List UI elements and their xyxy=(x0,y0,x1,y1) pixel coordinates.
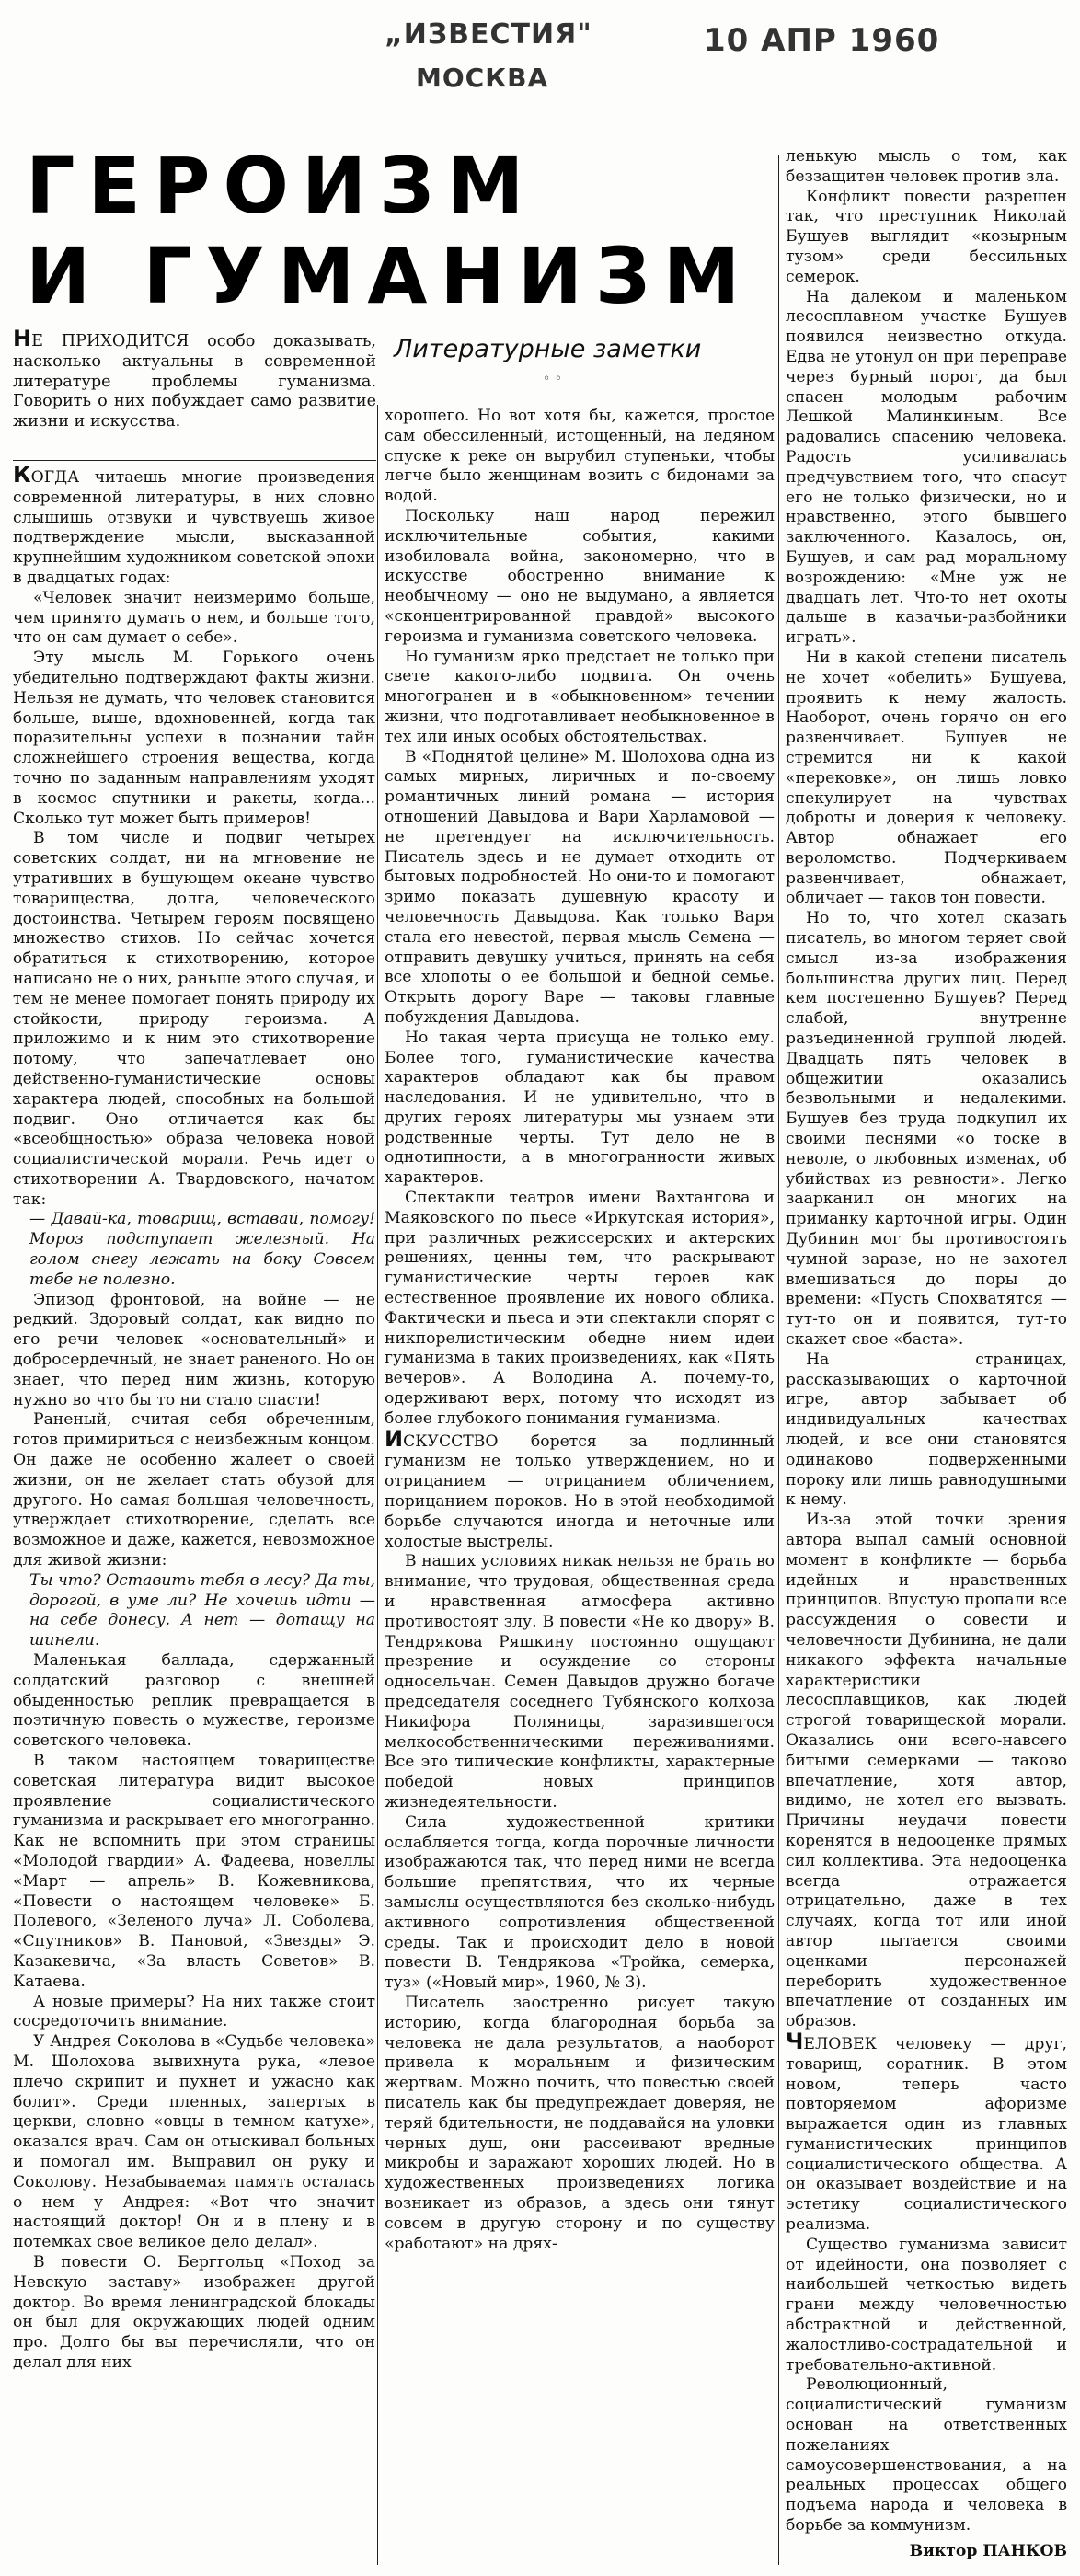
paragraph-text: А новые примеры? На них также стоит сосредоточить внимание. xyxy=(13,1992,375,2031)
lead-text: Е ПРИХОДИТСЯ особо доказывать, насколько актуальны в современной литературе проблемы гуманизма. Говорить о них побуждает само развитие жизни и искусства. xyxy=(13,332,376,431)
paragraph-text: Писатель заостренно рисует такую историю, когда благородная борьба за человека не дала результатов, а наоборот привела к моральным и физическим жертвам. Можно почить, что повестью своей писатель как бы предупреждает доверяя, не теряй бдительности, не поддавайся на уловки черных душ, они рассеивают вредные микробы и заражают хороших людей. Но в художественных произведениях логика возникает из образов, а здесь они тянут совсем в другую сторону и по существу «работают» на дрях- xyxy=(385,1993,775,2253)
paragraph-text: «Человек значит неизмеримо больше, чем принято думать о нем, и больше того, что он сам думает о себе». xyxy=(13,588,375,648)
paragraph xyxy=(13,1993,375,2033)
subtitle: Литературные заметки xyxy=(394,335,702,363)
paragraph xyxy=(13,1410,375,1570)
paragraph-text: Но гуманизм ярко предстает не только при свете какого-либо подвига. Он очень многогранен и в «обыкновенном» течении жизни, что подготавливает необыкновенное в тех или иных особых обстоятельствах. xyxy=(385,647,775,746)
lead-rule xyxy=(13,460,376,461)
column-rule-left xyxy=(377,405,378,2565)
column-2 xyxy=(385,407,775,2567)
paragraph xyxy=(13,1571,375,1651)
paragraph xyxy=(13,829,375,1210)
paragraph xyxy=(786,2375,1067,2536)
section-dropcap: К xyxy=(13,466,31,488)
paragraph-text: ЕЛОВЕК человеку — друг, товарищ, соратник. В этом новом, теперь часто повторяемом афоризме выражается один из главных гуманистических принципов социалистического общества. А он оказывает воздействие и на эстетику социалистического реализма. xyxy=(786,2034,1067,2235)
headline-line-1: ГЕРОИЗМ xyxy=(26,141,537,231)
paragraph xyxy=(13,1291,375,1411)
paragraph xyxy=(786,1351,1067,1511)
paragraph xyxy=(385,1425,775,1553)
paragraph xyxy=(385,1994,775,2254)
paragraph xyxy=(385,407,775,507)
paragraph xyxy=(385,1813,775,1994)
paragraph-text: — Давай-ка, товарищ, вставай, помогу! Мороз подступает железный. На голом снегу лежать на боку Совсем тебе не полезно. xyxy=(29,1210,375,1289)
paragraph xyxy=(786,649,1067,909)
city-stamp: МОСКВА xyxy=(416,63,549,93)
headline-line-2: И ГУМАНИЗМ xyxy=(26,231,753,321)
paragraph-text: В «Поднятой целине» М. Шолохова одна из самых мирных, лиричных и по-своему романтичных линий романа — история отношений Давыдова и Вари Харламовой — не претендует на исключительность. Писатель здесь и не думает отходить от бытовых подробностей. Но они-то и помогают зримо показать душевную красоту и человечность Давыдова. Как только Варя стала его невестой, первая мысль Семена — отправить девушку учиться, принять на себя все хлопоты о ее большой и бедной семье. Открыть дорогу Варе — таковы главные побуждения Давыдова. xyxy=(385,747,775,1027)
paragraph-text: На далеком и маленьком лесосплавном участке Бушуев появился неизвестно откуда. Едва не утонул он при переправе через бурный порог, да был спасен молодым рабочим Лешкой Малинкиным. Все радовались спасению человека. Радость усиливалась предчувствием того, что спасут его не только физически, но и нравственно, этого бывшего заключенного. Казалось, он, Бушуев, и сам рад моральному возрождению: «Мне уж не двадцать лет. Что-то нет охоты дальше в казачьи-разбойники играть». xyxy=(786,287,1067,648)
paragraph-text: Но то, что хотел сказать писатель, во многом теряет свой смысл из-за изображения большинства других лиц. Перед кем постепенно Бушуев? Перед слабой, внутренне разъединенной группой людей. Двадцать пять человек в общежитии оказались безвольными и недалекими. Бушуев без труда подкупил их своими песнями «о тоске в неволе, о любовных изменах, об убийствах из ревности». Легко заарканил он многих на приманку карточной игры. Один Дубинин мог бы противостоять чумной заразе, но не захотел вмешиваться до поры до времени: «Пусть Спохватятся — тут-то он и появится, тут-то скажет свое «баста». xyxy=(786,909,1067,1350)
paragraph xyxy=(13,466,375,589)
paragraph xyxy=(385,1552,775,1812)
paragraph-text: В повести О. Берггольц «Поход за Невскую заставу» изображен другой доктор. Во время ленинградской блокады он был для окружающих людей одним про. Долго бы вы перечисляли, что он делал для них xyxy=(13,2252,375,2372)
paragraph xyxy=(13,589,375,649)
paragraph-text: У Андрея Соколова в «Судьбе человека» М. Шолохова вывихнута рука, «левое плечо скрипит и пухнет и ужасно как болит». Среди пленных, запертых в церкви, словно «овцы в темном катухе», оказался врач. Сам он отыскивал больных и помогал им. Выправил он руку и Соколову. Незабываемая память осталась о нем у Андрея: «Вот что значит настоящий доктор! Он и в плену и в потемках свое великое дело делал». xyxy=(13,2032,375,2252)
paragraph xyxy=(13,1651,375,1752)
paragraph xyxy=(786,2236,1067,2376)
paragraph xyxy=(13,2032,375,2253)
lead-dropcap: Н xyxy=(13,329,32,351)
paragraph-text: ОГДА читаешь многие произведения современной литературы, в них словно слышишь отзвуки и чувствуешь живое подтверждение мысли, высказанной крупнейшим художником советской эпохи в двадцатых годах: xyxy=(13,468,375,587)
ornament: ◦ ◦ xyxy=(543,372,562,386)
column-3 xyxy=(786,147,1067,2567)
paragraph-text: Маленькая баллада, сдержанный солдатский разговор с внешней обыденностью реплик превращается в поэтичную повесть о мужестве, героизме советского человека. xyxy=(13,1651,375,1751)
paragraph-text: Ты что? Оставить тебя в лесу? Да ты, дорогой, в уме ли? Не хочешь идти — на себе донесу. А нет — дотащу на шинели. xyxy=(29,1570,375,1650)
paragraph-text: Ни в какой степени писатель не хочет «обелить» Бушуева, проявить к нему жалость. Наоборот, очень горячо он его развенчивает. Бушуев не стремится ни к какой «перековке», он лишь ловко спекулирует на чувствах доброты и доверия к человеку. Автор обнажает его вероломство. Подчеркиваем развенчивает, обнажает, обличает — таков тон повести. xyxy=(786,648,1067,908)
column-rule-right xyxy=(778,155,779,2565)
paragraph xyxy=(385,1189,775,1430)
paragraph-text: Конфликт повести разрешен так, что преступник Николай Бушуев выглядит «козырным тузом» среди бессильных семерок. xyxy=(786,187,1067,286)
paragraph-text: СКУССТВО борется за подлинный гуманизм не только утверждением, но и отрицанием — отрицанием обличением, порицанием пороков. Но в этой необходимой борьбе случаются иногда и неточные или холостые выстрелы. xyxy=(385,1432,775,1551)
section-dropcap: И xyxy=(385,1425,404,1452)
paragraph-text: Из-за этой точки зрения автора выпал самый основной момент в конфликте — борьба идейных и нравственных принципов. Впустую пропали все рассуждения о совести и человечности Дубинина, не дали никакого эффекта начальные характеристики лесосплавщиков, как людей строгой товарищеской морали. Оказались они всего-навсего битыми семерками — таково впечатление, хотя автор, видимо, не хотел его вызвать. Причины неудачи повести коренятся в недооценке прямых сил коллектива. Эта недооценка всегда отражается отрицательно, даже в тех случаях, когда тот или иной автор пытается своими оценками персонажей переборить художественное впечатление от созданных им образов. xyxy=(786,1511,1067,2031)
paragraph-text: ленькую мысль о том, как беззащитен человек против зла. xyxy=(786,147,1067,186)
paragraph-text: В таком настоящем товариществе советская литература видит высокое проявление социалистического гуманизма и раскрывает его многогранно. Как не вспомнить при этом страницы «Молодой гвардии» А. Фадеева, новеллы «Март — апрель» В. Кожевникова, «Повести о настоящем человеке» Б. Полевого, «Зеленого луча» Л. Соболева, «Спутников» В. Пановой, «Звезды» Э. Казакевича, «За власть Советов» В. Катаева. xyxy=(13,1752,375,1991)
paragraph-text: На страницах, рассказывающих о карточной игре, автор забывает об индивидуальных качествах людей, и все они становятся одинаково подверженными пороку или лишь равнодушными к нему. xyxy=(786,1350,1067,1510)
paragraph-text: Эпизод фронтовой, на войне — не редкий. Здоровый солдат, как видно по его речи человек «основательный» и добросердечный, не знает раненого. Но он знает, что перед ним жизнь, которую нужно во что бы то ни стало спасти! xyxy=(13,1290,375,1409)
paragraph xyxy=(385,748,775,1029)
paragraph-text: Существо гуманизма зависит от идейности, она позволяет с наибольшей четкостью видеть грани между человечностью абстрактной и действенной, жалостливо-сострадательной и требовательно-активной. xyxy=(786,2235,1067,2375)
paragraph xyxy=(13,1210,375,1290)
paragraph-text: В наших условиях никак нельзя не брать во внимание, что трудовая, общественная среда и нравственная атмосфера активно противостоят злу. В повести «Не ко двору» В. Тендрякова Ряшкину постоянно ощущают презрение и осуждение со стороны односельчан. Семен Давыдов дружно богаче председателя соседнего Тубянского колхоза Никифора Поляницы, заразившегося мелкособственническими переживаниями. Все это типические конфликты, характерные победой новых принципов жизнедеятельности. xyxy=(385,1552,775,1811)
paragraph xyxy=(786,2028,1067,2236)
paragraph-text: Эту мысль М. Горького очень убедительно подтверждают факты жизни. Нельзя не думать, что человек становится больше, выше, вдохновенней, когда так поразительны успехи в познании тайн сложнейшего строения вещества, когда точно по заданным направлениям уходят в космос спутники и ракеты, когда... Сколько тут может быть примеров! xyxy=(13,649,375,828)
paragraph xyxy=(786,147,1067,188)
paragraph-text: Революционный, социалистический гуманизм основан на ответственных пожеланиях самоусовершенствования, а на реальных процессах общего подъема народа и человека в борьбе за коммунизм. xyxy=(786,2375,1067,2536)
paragraph xyxy=(385,648,775,748)
paragraph-text: Сила художественной критики ослабляется тогда, когда порочные личности изображаются так, что перед ними не всегда большие препятствия, что их черные замыслы осуществляются без сколько-нибудь активного сопротивления общественной среды. Так и происходит дело в новой повести В. Тендрякова «Тройка, семерка, туз» («Новый мир», 1960, № 3). xyxy=(385,1812,775,1993)
newspaper-name-stamp: „ИЗВЕСТИЯ" xyxy=(385,18,592,51)
paragraph xyxy=(786,188,1067,288)
paragraph xyxy=(786,1511,1067,2032)
paragraph-text: Раненый, считая себя обреченным, готов примириться с неизбежным концом. Он даже не особенно жалеет о своей жизни, он не желает стать обузой для другого. Но самая большая человечность, утверждает стихотворение, сделать все возможное и даже, кажется, невозможное для живой жизни: xyxy=(13,1410,375,1570)
column-1 xyxy=(13,466,375,2567)
date-stamp: 10 АПР 1960 xyxy=(704,22,940,59)
paragraph-text: хорошего. Но вот хотя бы, кажется, простое сам обессиленный, истощенный, на ледяном спуске к реке он вырубил ступеньки, чтобы легче было женщинам возить с бидонами за водой. xyxy=(385,407,775,506)
author-signature: Виктор ПАНКОВ xyxy=(909,2541,1067,2560)
paragraph-text: Поскольку наш народ пережил исключительные события, какими изобиловала война, закономерно, что в искусстве обостренно внимание к необычному — оно не выдумано, а является «сконцентрированной правдой» высокого героизма и гуманизма советского человека. xyxy=(385,506,775,646)
paragraph xyxy=(385,1029,775,1189)
paragraph xyxy=(385,507,775,648)
lead-paragraph xyxy=(13,329,376,454)
paragraph-text: Но такая черта присуща не только ему. Более того, гуманистические качества характеров обладают как бы правом наследования. И не удивительно, что в других героях литературы мы узнаем эти родственные черты. Тут дело не в однотипности, а в многогранности живых характеров. xyxy=(385,1028,775,1188)
paragraph xyxy=(13,1752,375,1993)
paragraph-text: Спектакли театров имени Вахтангова и Маяковского по пьесе «Иркутская история», при различных режиссерских и актерских решениях, ценны тем, что раскрывают гуманистические черты героев как естественное проявление их нового облика. Фактически и пьеса и эти спектакли спорят с никпорелистическим обедне нием идеи гуманизма в таких произведениях, как «Пять вечеров». А Володина А. почему-то, одерживают верх, потому что исходят из более глубокого понимания гуманизма. xyxy=(385,1189,775,1428)
paragraph xyxy=(13,649,375,829)
paragraph xyxy=(13,2253,375,2374)
paragraph-text: В том числе и подвиг четырех советских солдат, ни на мгновение не утративших в бушующем океане чувство товарищества, долга, человеческого достоинства. Четырем героям посвящено множество стихов. Но сейчас хочется обратиться к стихотворению, которое написано не о них, раньше этого случая, и тем не менее помогает понять природу их стойкости, природу героизма. А приложимо и к ним это стихотворение потому, что запечатлевает оно действенно-гуманистические основы характера людей, способных на большой подвиг. Оно отличается как бы «всеобщностью» образа человека новой социалистической морали. Речь идет о стихотворении А. Твардовского, начатом так: xyxy=(13,829,375,1209)
paragraph xyxy=(786,909,1067,1351)
section-dropcap: Ч xyxy=(786,2028,804,2054)
paragraph xyxy=(786,288,1067,649)
